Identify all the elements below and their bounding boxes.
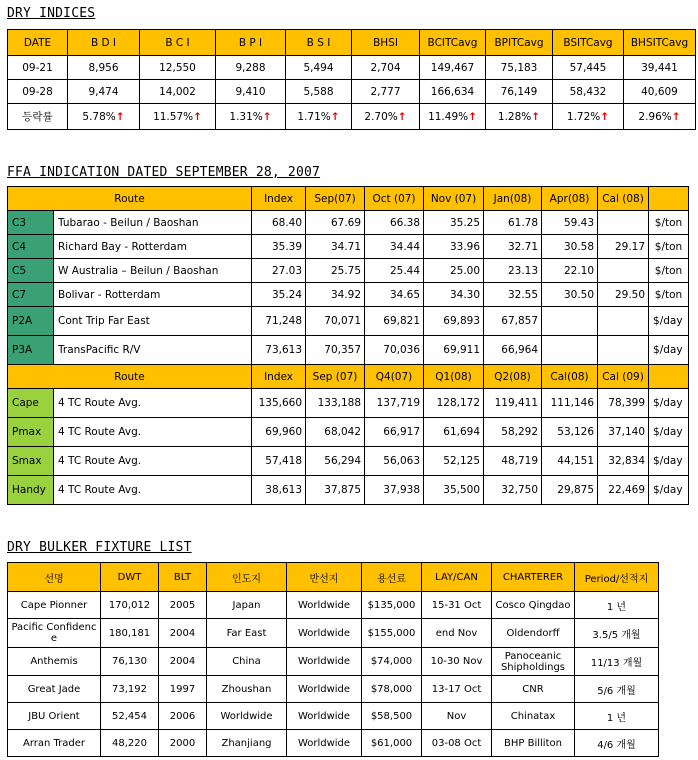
ffa-header-row	[8, 187, 689, 211]
header-cell: BHSI	[352, 30, 420, 56]
route-code: C4	[8, 235, 54, 259]
unit-cell: $/day	[649, 476, 689, 505]
value-cell: 52,125	[424, 447, 484, 476]
hire-cell: $58,500	[362, 703, 422, 730]
redelivery-cell: Worldwide	[287, 648, 362, 676]
value-cell: 12,550	[140, 56, 216, 80]
up-arrow-icon: ↑	[193, 110, 202, 123]
dwt-cell: 48,220	[101, 730, 159, 757]
period-cell: 3.5/5 개월	[575, 619, 659, 648]
vessel-name: Cape Pionner	[8, 592, 101, 619]
vessel-class: Cape	[8, 389, 54, 418]
header-cell	[649, 365, 689, 389]
value-cell: 9,410	[216, 80, 286, 104]
vessel-class: Smax	[8, 447, 54, 476]
value-cell: 29.17	[598, 235, 649, 259]
unit-cell: $/ton	[649, 235, 689, 259]
up-arrow-icon: ↑	[397, 110, 407, 123]
value-cell: 53,126	[542, 418, 598, 447]
header-cell: DATE	[8, 30, 68, 56]
value-cell	[542, 307, 598, 336]
dry-indices-header-row	[8, 30, 696, 56]
up-arrow-icon: ↑	[671, 110, 681, 123]
header-cell: Period/선적지	[575, 563, 659, 592]
up-arrow-icon: ↑	[115, 110, 125, 123]
value-cell: 25.00	[424, 259, 484, 283]
change-cell	[140, 104, 216, 130]
ffa-table	[7, 186, 689, 505]
redelivery-cell: Worldwide	[287, 703, 362, 730]
change-value: 5.78%	[82, 110, 116, 123]
table-row	[8, 56, 696, 80]
value-cell: 32.55	[484, 283, 542, 307]
value-cell: 57,418	[252, 447, 306, 476]
change-cell	[420, 104, 486, 130]
laycan-cell: Nov	[422, 703, 492, 730]
up-arrow-icon: ↑	[330, 110, 340, 123]
table-row	[8, 730, 659, 757]
dry-indices-title: DRY INDICES	[7, 6, 96, 21]
delivery-cell: Far East	[207, 619, 287, 648]
value-cell	[598, 307, 649, 336]
route-name: Tubarao - Beilun / Baoshan	[54, 211, 252, 235]
unit-cell: $/ton	[649, 259, 689, 283]
value-cell: 8,956	[68, 56, 140, 80]
header-cell: Jan(08)	[484, 187, 542, 211]
route-name: Cont Trip Far East	[54, 307, 252, 336]
date-cell: 09-21	[8, 56, 68, 80]
table-row	[8, 389, 689, 418]
unit-cell: $/day	[649, 336, 689, 365]
value-cell: 34.65	[365, 283, 424, 307]
built-cell: 1997	[159, 676, 207, 703]
charterer-cell: CNR	[492, 676, 575, 703]
charterer-cell: BHP Billiton	[492, 730, 575, 757]
built-cell: 2005	[159, 592, 207, 619]
date-cell: 09-28	[8, 80, 68, 104]
change-value: 11.57%	[153, 110, 194, 123]
header-cell: Route	[8, 365, 252, 389]
header-cell: B C I	[140, 30, 216, 56]
value-cell: 34.92	[306, 283, 365, 307]
unit-cell: $/day	[649, 389, 689, 418]
header-cell: 용선료	[362, 563, 422, 592]
header-cell: 반선지	[287, 563, 362, 592]
value-cell: 133,188	[306, 389, 365, 418]
dwt-cell: 76,130	[101, 648, 159, 676]
change-value: 1.28%	[497, 110, 532, 123]
value-cell: 56,294	[306, 447, 365, 476]
table-row	[8, 80, 696, 104]
change-cell	[553, 104, 624, 130]
change-value: 1.71%	[297, 110, 331, 123]
unit-cell: $/ton	[649, 283, 689, 307]
route-code: C7	[8, 283, 54, 307]
change-cell	[352, 104, 420, 130]
value-cell: 68.40	[252, 211, 306, 235]
route-name: TransPacific R/V	[54, 336, 252, 365]
header-cell: B S I	[286, 30, 352, 56]
value-cell: 73,613	[252, 336, 306, 365]
value-cell: 9,474	[68, 80, 140, 104]
value-cell: 78,399	[598, 389, 649, 418]
fixture-table	[7, 562, 659, 757]
value-cell: 111,146	[542, 389, 598, 418]
change-value: 11.49%	[428, 110, 469, 123]
value-cell: 25.44	[365, 259, 424, 283]
redelivery-cell: Worldwide	[287, 730, 362, 757]
route-name: 4 TC Route Avg.	[54, 476, 252, 505]
value-cell: 61.78	[484, 211, 542, 235]
header-cell: BHSITCavg	[624, 30, 696, 56]
value-cell: 59.43	[542, 211, 598, 235]
value-cell: 35,500	[424, 476, 484, 505]
header-cell: 인도지	[207, 563, 287, 592]
charterer-cell: Cosco Qingdao	[492, 592, 575, 619]
table-row	[8, 307, 689, 336]
value-cell: 2,704	[352, 56, 420, 80]
change-value: 1.31%	[229, 110, 263, 123]
redelivery-cell: Worldwide	[287, 676, 362, 703]
header-cell: Index	[252, 365, 306, 389]
fixture-title: DRY BULKER FIXTURE LIST	[7, 540, 192, 555]
hire-cell: $78,000	[362, 676, 422, 703]
value-cell: 34.71	[306, 235, 365, 259]
header-cell: B D I	[68, 30, 140, 56]
period-cell: 5/6 개월	[575, 676, 659, 703]
change-value: 2.96%	[638, 110, 672, 123]
route-name: Richard Bay - Rotterdam	[54, 235, 252, 259]
value-cell: 30.58	[542, 235, 598, 259]
header-cell: 선명	[8, 563, 101, 592]
value-cell: 69,911	[424, 336, 484, 365]
header-cell	[649, 187, 689, 211]
value-cell: 37,938	[365, 476, 424, 505]
value-cell: 75,183	[486, 56, 553, 80]
fixture-header-row	[8, 563, 659, 592]
dwt-cell: 180,181	[101, 619, 159, 648]
change-cell	[216, 104, 286, 130]
value-cell: 44,151	[542, 447, 598, 476]
value-cell: 34.44	[365, 235, 424, 259]
value-cell: 76,149	[486, 80, 553, 104]
change-cell	[624, 104, 696, 130]
laycan-cell: 13-17 Oct	[422, 676, 492, 703]
value-cell: 56,063	[365, 447, 424, 476]
value-cell: 128,172	[424, 389, 484, 418]
value-cell: 67,857	[484, 307, 542, 336]
header-cell: Cal (09)	[598, 365, 649, 389]
value-cell: 39,441	[624, 56, 696, 80]
value-cell: 71,248	[252, 307, 306, 336]
change-value: 1.72%	[566, 110, 601, 123]
vessel-name: Pacific Confidence	[8, 619, 101, 648]
table-row	[8, 283, 689, 307]
header-cell: Q4(07)	[365, 365, 424, 389]
built-cell: 2004	[159, 619, 207, 648]
change-rate-label: 등락률	[8, 104, 68, 130]
up-arrow-icon: ↑	[600, 110, 610, 123]
value-cell: 69,960	[252, 418, 306, 447]
change-cell	[486, 104, 553, 130]
hire-cell: $74,000	[362, 648, 422, 676]
vessel-name: Anthemis	[8, 648, 101, 676]
value-cell: 68,042	[306, 418, 365, 447]
value-cell: 66.38	[365, 211, 424, 235]
value-cell: 22,469	[598, 476, 649, 505]
table-row	[8, 211, 689, 235]
value-cell: 69,893	[424, 307, 484, 336]
built-cell: 2000	[159, 730, 207, 757]
value-cell: 27.03	[252, 259, 306, 283]
value-cell: 23.13	[484, 259, 542, 283]
value-cell: 149,467	[420, 56, 486, 80]
value-cell: 70,071	[306, 307, 365, 336]
value-cell: 67.69	[306, 211, 365, 235]
delivery-cell: Japan	[207, 592, 287, 619]
delivery-cell: Zhoushan	[207, 676, 287, 703]
route-code: C5	[8, 259, 54, 283]
value-cell: 30.50	[542, 283, 598, 307]
header-cell: BSITCavg	[553, 30, 624, 56]
header-cell: BCITCavg	[420, 30, 486, 56]
value-cell: 29,875	[542, 476, 598, 505]
header-cell: CHARTERER	[492, 563, 575, 592]
header-cell: Index	[252, 187, 306, 211]
value-cell: 58,292	[484, 418, 542, 447]
route-name: Bolivar - Rotterdam	[54, 283, 252, 307]
value-cell: 22.10	[542, 259, 598, 283]
value-cell: 32,834	[598, 447, 649, 476]
table-row	[8, 259, 689, 283]
header-cell: B P I	[216, 30, 286, 56]
period-cell: 1 년	[575, 592, 659, 619]
header-cell: Sep (07)	[306, 365, 365, 389]
up-arrow-icon: ↑	[531, 110, 541, 123]
change-value: 2.70%	[364, 110, 398, 123]
vessel-name: Great Jade	[8, 676, 101, 703]
dwt-cell: 52,454	[101, 703, 159, 730]
hire-cell: $155,000	[362, 619, 422, 648]
value-cell: 119,411	[484, 389, 542, 418]
value-cell: 35.25	[424, 211, 484, 235]
value-cell: 70,036	[365, 336, 424, 365]
redelivery-cell: Worldwide	[287, 592, 362, 619]
value-cell	[598, 336, 649, 365]
vessel-class: Handy	[8, 476, 54, 505]
value-cell: 38,613	[252, 476, 306, 505]
laycan-cell: 03-08 Oct	[422, 730, 492, 757]
laycan-cell: 10-30 Nov	[422, 648, 492, 676]
charterer-cell: Oldendorff	[492, 619, 575, 648]
route-code: P2A	[8, 307, 54, 336]
table-row	[8, 592, 659, 619]
value-cell: 40,609	[624, 80, 696, 104]
unit-cell: $/day	[649, 447, 689, 476]
laycan-cell: end Nov	[422, 619, 492, 648]
value-cell: 14,002	[140, 80, 216, 104]
route-name: 4 TC Route Avg.	[54, 418, 252, 447]
value-cell: 9,288	[216, 56, 286, 80]
ffa-header-row-2	[8, 365, 689, 389]
change-cell	[286, 104, 352, 130]
value-cell: 32,750	[484, 476, 542, 505]
value-cell: 66,964	[484, 336, 542, 365]
table-row	[8, 447, 689, 476]
unit-cell: $/day	[649, 418, 689, 447]
table-row	[8, 336, 689, 365]
built-cell: 2004	[159, 648, 207, 676]
up-arrow-icon: ↑	[262, 110, 272, 123]
built-cell: 2006	[159, 703, 207, 730]
period-cell: 1 년	[575, 703, 659, 730]
route-code: P3A	[8, 336, 54, 365]
laycan-cell: 15-31 Oct	[422, 592, 492, 619]
value-cell: 70,357	[306, 336, 365, 365]
value-cell: 33.96	[424, 235, 484, 259]
table-row	[8, 676, 659, 703]
table-row	[8, 619, 659, 648]
value-cell: 58,432	[553, 80, 624, 104]
value-cell: 37,875	[306, 476, 365, 505]
value-cell	[598, 211, 649, 235]
value-cell: 29.50	[598, 283, 649, 307]
header-cell: Oct (07)	[365, 187, 424, 211]
header-cell: BLT	[159, 563, 207, 592]
header-cell: BPITCavg	[486, 30, 553, 56]
value-cell: 37,140	[598, 418, 649, 447]
vessel-name: Arran Trader	[8, 730, 101, 757]
header-cell: Q1(08)	[424, 365, 484, 389]
value-cell: 5,588	[286, 80, 352, 104]
value-cell	[542, 336, 598, 365]
header-cell: Q2(08)	[484, 365, 542, 389]
header-cell: Apr(08)	[542, 187, 598, 211]
unit-cell: $/ton	[649, 211, 689, 235]
table-row	[8, 648, 659, 676]
value-cell: 166,634	[420, 80, 486, 104]
charterer-cell: Panoceanic Shipholdings	[492, 648, 575, 676]
value-cell: 35.24	[252, 283, 306, 307]
vessel-name: JBU Orient	[8, 703, 101, 730]
value-cell: 135,660	[252, 389, 306, 418]
delivery-cell: Zhanjiang	[207, 730, 287, 757]
hire-cell: $61,000	[362, 730, 422, 757]
value-cell: 66,917	[365, 418, 424, 447]
route-name: 4 TC Route Avg.	[54, 389, 252, 418]
value-cell: 69,821	[365, 307, 424, 336]
table-row	[8, 235, 689, 259]
route-name: W Australia – Beilun / Baoshan	[54, 259, 252, 283]
charterer-cell: Chinatax	[492, 703, 575, 730]
unit-cell: $/day	[649, 307, 689, 336]
up-arrow-icon: ↑	[468, 110, 477, 123]
value-cell: 32.71	[484, 235, 542, 259]
header-cell: LAY/CAN	[422, 563, 492, 592]
period-cell: 4/6 개월	[575, 730, 659, 757]
route-code: C3	[8, 211, 54, 235]
ffa-title: FFA INDICATION DATED SEPTEMBER 28, 2007	[7, 165, 321, 180]
table-row	[8, 703, 659, 730]
period-cell: 11/13 개월	[575, 648, 659, 676]
value-cell: 5,494	[286, 56, 352, 80]
dwt-cell: 73,192	[101, 676, 159, 703]
header-cell: DWT	[101, 563, 159, 592]
header-cell: Sep(07)	[306, 187, 365, 211]
value-cell	[598, 259, 649, 283]
delivery-cell: Worldwide	[207, 703, 287, 730]
redelivery-cell: Worldwide	[287, 619, 362, 648]
dwt-cell: 170,012	[101, 592, 159, 619]
header-cell: Route	[8, 187, 252, 211]
dry-indices-table	[7, 29, 696, 130]
header-cell: Nov (07)	[424, 187, 484, 211]
value-cell: 61,694	[424, 418, 484, 447]
value-cell: 2,777	[352, 80, 420, 104]
route-name: 4 TC Route Avg.	[54, 447, 252, 476]
value-cell: 57,445	[553, 56, 624, 80]
value-cell: 25.75	[306, 259, 365, 283]
delivery-cell: China	[207, 648, 287, 676]
change-cell	[68, 104, 140, 130]
change-rate-row	[8, 104, 696, 130]
hire-cell: $135,000	[362, 592, 422, 619]
vessel-class: Pmax	[8, 418, 54, 447]
table-row	[8, 476, 689, 505]
header-cell: Cal (08)	[598, 187, 649, 211]
value-cell: 34.30	[424, 283, 484, 307]
table-row	[8, 418, 689, 447]
value-cell: 35.39	[252, 235, 306, 259]
value-cell: 137,719	[365, 389, 424, 418]
value-cell: 48,719	[484, 447, 542, 476]
header-cell: Cal(08)	[542, 365, 598, 389]
